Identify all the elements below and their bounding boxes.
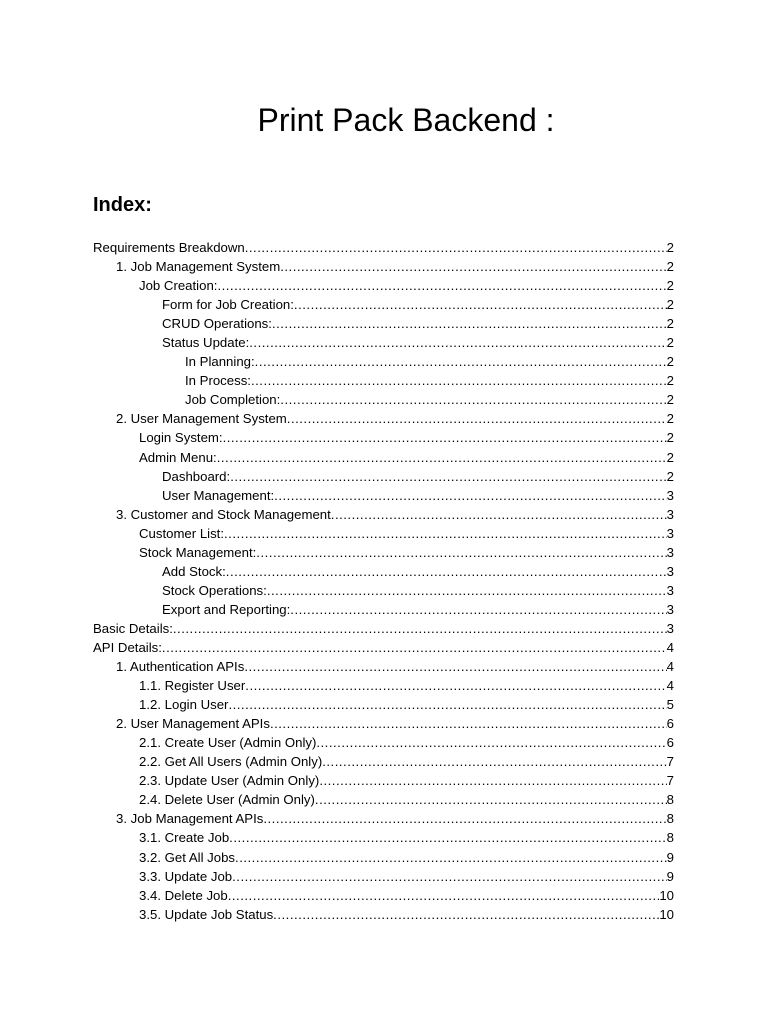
toc-entry-label: 1. Authentication APIs	[116, 659, 245, 675]
toc-leader-dots	[249, 333, 666, 352]
toc-entry-label: In Process:	[185, 373, 251, 389]
toc-entry-label: 2.2. Get All Users (Admin Only)	[139, 754, 323, 770]
toc-entry[interactable]	[93, 333, 674, 352]
toc-entry-label: 3. Customer and Stock Management	[116, 506, 331, 522]
toc-leader-dots	[162, 638, 667, 657]
toc-entry[interactable]	[93, 371, 674, 390]
toc-entry[interactable]	[93, 867, 674, 886]
toc-entry-page-number: 3	[666, 506, 674, 522]
toc-entry[interactable]	[93, 657, 674, 676]
toc-leader-dots	[228, 886, 660, 905]
index-heading: Index:	[93, 194, 152, 216]
toc-entry-page-number: 2	[666, 354, 674, 370]
toc-entry[interactable]	[93, 638, 674, 657]
toc-entry-page-number: 2	[666, 430, 674, 446]
toc-entry[interactable]	[93, 295, 674, 314]
toc-entry-label: User Management:	[162, 487, 275, 503]
toc-leader-dots	[263, 809, 666, 828]
toc-entry-label: Dashboard:	[162, 468, 231, 484]
toc-leader-dots	[217, 448, 667, 467]
toc-entry-label: Job Creation:	[139, 278, 218, 294]
toc-entry[interactable]	[93, 886, 674, 905]
toc-entry-label: In Planning:	[185, 354, 255, 370]
toc-entry-label: Form for Job Creation:	[162, 297, 294, 313]
toc-entry-page-number: 7	[666, 773, 674, 789]
toc-entry-label: 2.1. Create User (Admin Only)	[139, 735, 317, 751]
toc-entry-page-number: 10	[659, 906, 674, 922]
toc-leader-dots	[331, 505, 667, 524]
toc-entry-label: 1.1. Register User	[139, 678, 246, 694]
toc-entry-page-number: 8	[666, 792, 674, 808]
toc-entry-page-number: 3	[666, 525, 674, 541]
toc-leader-dots	[274, 486, 667, 505]
toc-entry-page-number: 2	[666, 411, 674, 427]
toc-entry[interactable]	[93, 790, 674, 809]
toc-entry-label: Requirements Breakdown	[93, 240, 245, 255]
toc-entry[interactable]	[93, 524, 674, 543]
toc-leader-dots	[235, 848, 667, 867]
toc-entry-label: 3. Job Management APIs	[116, 811, 264, 827]
toc-entry[interactable]	[93, 581, 674, 600]
toc-entry-page-number: 9	[666, 849, 674, 865]
toc-leader-dots	[256, 543, 666, 562]
toc-entry-label: 3.3. Update Job	[139, 868, 233, 884]
toc-entry[interactable]	[93, 752, 674, 771]
toc-entry[interactable]	[93, 695, 674, 714]
toc-entry[interactable]	[93, 905, 674, 924]
toc-entry-page-number: 2	[666, 449, 674, 465]
toc-entry-page-number: 2	[666, 278, 674, 294]
toc-entry[interactable]	[93, 276, 674, 295]
toc-entry[interactable]	[93, 257, 674, 276]
toc-entry[interactable]	[93, 562, 674, 581]
toc-entry-label: Job Completion:	[185, 392, 281, 408]
toc-entry-label: 3.1. Create Job	[139, 830, 230, 846]
toc-entry-page-number: 6	[666, 716, 674, 732]
toc-leader-dots	[272, 314, 667, 333]
toc-entry-page-number: 2	[666, 392, 674, 408]
toc-entry-page-number: 3	[666, 620, 674, 636]
toc-entry[interactable]	[93, 676, 674, 695]
toc-entry-page-number: 8	[666, 830, 674, 846]
toc-entry-label: 2.4. Delete User (Admin Only)	[139, 792, 315, 808]
toc-entry-page-number: 8	[666, 811, 674, 827]
toc-entry[interactable]	[93, 600, 674, 619]
toc-entry-page-number: 6	[666, 735, 674, 751]
toc-leader-dots	[287, 409, 667, 428]
toc-leader-dots	[173, 619, 667, 638]
toc-entry-label: Customer List:	[139, 525, 225, 541]
toc-leader-dots	[280, 257, 666, 276]
toc-entry-label: API Details:	[93, 639, 162, 655]
toc-entry-page-number: 2	[666, 259, 674, 275]
toc-entry-label: Login System:	[139, 430, 223, 446]
toc-entry-page-number: 7	[666, 754, 674, 770]
toc-entry-label: Admin Menu:	[139, 449, 217, 465]
page-title: Print Pack Backend :	[257, 102, 555, 138]
toc-entry[interactable]	[93, 238, 674, 257]
toc-entry-label: Stock Operations:	[162, 582, 267, 598]
toc-entry-page-number: 2	[666, 373, 674, 389]
toc-leader-dots	[316, 733, 666, 752]
toc-entry-page-number: 2	[666, 297, 674, 313]
toc-entry[interactable]	[93, 733, 674, 752]
toc-leader-dots	[226, 562, 667, 581]
toc-entry[interactable]	[93, 409, 674, 428]
toc-entry[interactable]	[93, 505, 674, 524]
toc-leader-dots	[232, 867, 667, 886]
toc-leader-dots	[230, 467, 666, 486]
toc-entry-page-number: 3	[666, 487, 674, 503]
toc-leader-dots	[228, 695, 666, 714]
toc-leader-dots	[217, 276, 666, 295]
toc-entry-page-number: 5	[666, 697, 674, 713]
toc-entry-label: 2. User Management APIs	[116, 716, 270, 732]
toc-entry[interactable]	[93, 314, 674, 333]
toc-leader-dots	[280, 390, 666, 409]
toc-leader-dots	[244, 657, 666, 676]
toc-entry[interactable]	[93, 390, 674, 409]
toc-entry-page-number: 4	[666, 639, 674, 655]
toc-entry-label: Stock Management:	[139, 544, 257, 560]
toc-entry-page-number: 3	[666, 582, 674, 598]
toc-entry[interactable]	[93, 467, 674, 486]
toc-entry-label: 1. Job Management System	[116, 259, 281, 275]
toc-entry[interactable]	[93, 448, 674, 467]
toc-leader-dots	[267, 581, 667, 600]
toc-entry-label: 3.4. Delete Job	[139, 887, 228, 903]
toc-entry-page-number: 9	[666, 868, 674, 884]
toc-leader-dots	[319, 771, 666, 790]
toc-entry-label: 2.3. Update User (Admin Only)	[139, 773, 320, 789]
toc-entry-page-number: 3	[666, 601, 674, 617]
toc-leader-dots	[229, 828, 666, 847]
toc-leader-dots	[223, 428, 667, 447]
toc-entry-label: Status Update:	[162, 335, 250, 351]
toc-entry-label: 3.2. Get All Jobs	[139, 849, 236, 865]
toc-entry-page-number: 4	[666, 659, 674, 675]
toc-entry-label: 3.5. Update Job Status	[139, 906, 274, 922]
toc-leader-dots	[322, 752, 666, 771]
toc-entry-page-number: 3	[666, 563, 674, 579]
toc-entry-label: Basic Details:	[93, 620, 173, 636]
toc-entry-label: Add Stock:	[162, 563, 226, 579]
toc-entry[interactable]	[93, 543, 674, 562]
toc-entry-page-number: 3	[666, 544, 674, 560]
toc-entry-label: 1.2. Login User	[139, 697, 229, 713]
toc-entry-page-number: 2	[666, 240, 674, 255]
toc-entry[interactable]	[93, 428, 674, 447]
toc-entry[interactable]	[93, 619, 674, 638]
toc-entry-label: CRUD Operations:	[162, 316, 272, 332]
toc-entry[interactable]	[93, 809, 674, 828]
toc-entry[interactable]	[93, 771, 674, 790]
toc-entry[interactable]	[93, 714, 674, 733]
toc-leader-dots	[245, 676, 666, 695]
toc-entry-page-number: 10	[659, 887, 674, 903]
toc-entry-page-number: 2	[666, 335, 674, 351]
toc-leader-dots	[273, 905, 659, 924]
toc-leader-dots	[224, 524, 667, 543]
toc-entry-label: Export and Reporting:	[162, 601, 291, 617]
toc-entry[interactable]	[93, 486, 674, 505]
toc-leader-dots	[290, 600, 666, 619]
toc-entry[interactable]	[93, 352, 674, 371]
toc-leader-dots	[315, 790, 667, 809]
toc-leader-dots	[255, 352, 667, 371]
toc-entry[interactable]	[93, 848, 674, 867]
toc-leader-dots	[294, 295, 667, 314]
toc-entry-page-number: 4	[666, 678, 674, 694]
toc-entry[interactable]	[93, 828, 674, 847]
toc-leader-dots	[251, 371, 667, 390]
toc-entry-page-number: 2	[666, 316, 674, 332]
toc-leader-dots	[270, 714, 667, 733]
table-of-contents	[93, 238, 674, 924]
toc-entry-page-number: 2	[666, 468, 674, 484]
toc-leader-dots	[245, 238, 667, 257]
toc-entry-label: 2. User Management System	[116, 411, 287, 427]
